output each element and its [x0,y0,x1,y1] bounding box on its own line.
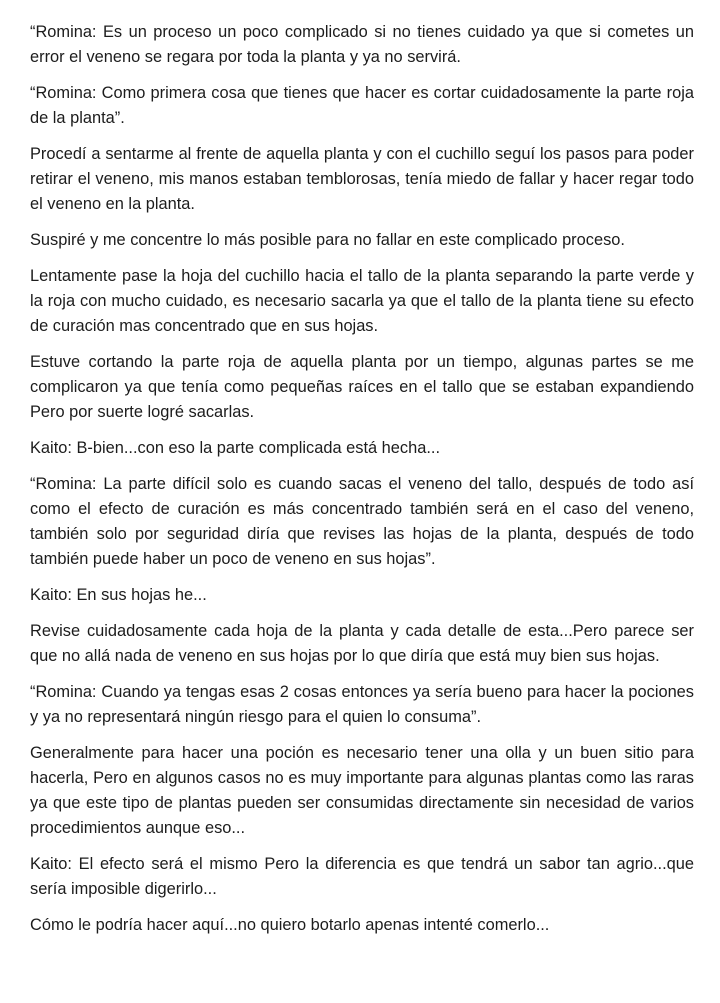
paragraph: Kaito: B-bien...con eso la parte complicada está hecha... [30,439,441,457]
document-page [30,20,694,949]
paragraph: “Romina: La parte difícil solo es cuando sacas el veneno del tallo, después de todo así como el efecto de curación es más concentrado también será en el caso del veneno, también solo por seguridad diría que revises las hojas de la planta, después de todo también puede haber un poco de veneno en sus hojas”. [30,475,694,568]
paragraph: Estuve cortando la parte roja de aquella planta por un tiempo, algunas partes se me complicaron ya que tenía como pequeñas raíces en el tallo que se estaban expandiendo Pero por suerte logré sacarlas. [30,353,694,421]
paragraph: “Romina: Es un proceso un poco complicado si no tienes cuidado ya que si cometes un error el veneno se regara por toda la planta y ya no servirá. [30,23,694,66]
paragraph: Revise cuidadosamente cada hoja de la planta y cada detalle de esta...Pero parece ser que no allá nada de veneno en sus hojas por lo que diría que está muy bien sus hojas. [30,622,694,665]
paragraph: “Romina: Cuando ya tengas esas 2 cosas entonces ya sería bueno para hacer la pociones y ya no representará ningún riesgo para el quien lo consuma”. [30,683,694,726]
paragraph: Lentamente pase la hoja del cuchillo hacia el tallo de la planta separando la parte verde y la roja con mucho cuidado, es necesario sacarla ya que el tallo de la planta tiene su efecto de curación mas concentrado que en sus hojas. [30,267,694,335]
paragraph: “Romina: Como primera cosa que tienes que hacer es cortar cuidadosamente la parte roja de la planta”. [30,84,694,127]
paragraph: Suspiré y me concentre lo más posible para no fallar en este complicado proceso. [30,231,625,249]
paragraph: Generalmente para hacer una poción es necesario tener una olla y un buen sitio para hacerla, Pero en algunos casos no es muy importante para algunas plantas como las raras ya que este tipo de plantas pueden ser consumidas directamente sin necesidad de varios procedimientos aunque eso... [30,744,694,837]
paragraph: Kaito: El efecto será el mismo Pero la diferencia es que tendrá un sabor tan agrio...que sería imposible digerirlo... [30,855,694,898]
paragraph: Cómo le podría hacer aquí...no quiero botarlo apenas intenté comerlo... [30,916,550,934]
paragraph: Procedí a sentarme al frente de aquella planta y con el cuchillo seguí los pasos para poder retirar el veneno, mis manos estaban temblorosas, tenía miedo de fallar y hacer regar todo el veneno en la planta. [30,145,694,213]
paragraph: Kaito: En sus hojas he... [30,586,207,604]
